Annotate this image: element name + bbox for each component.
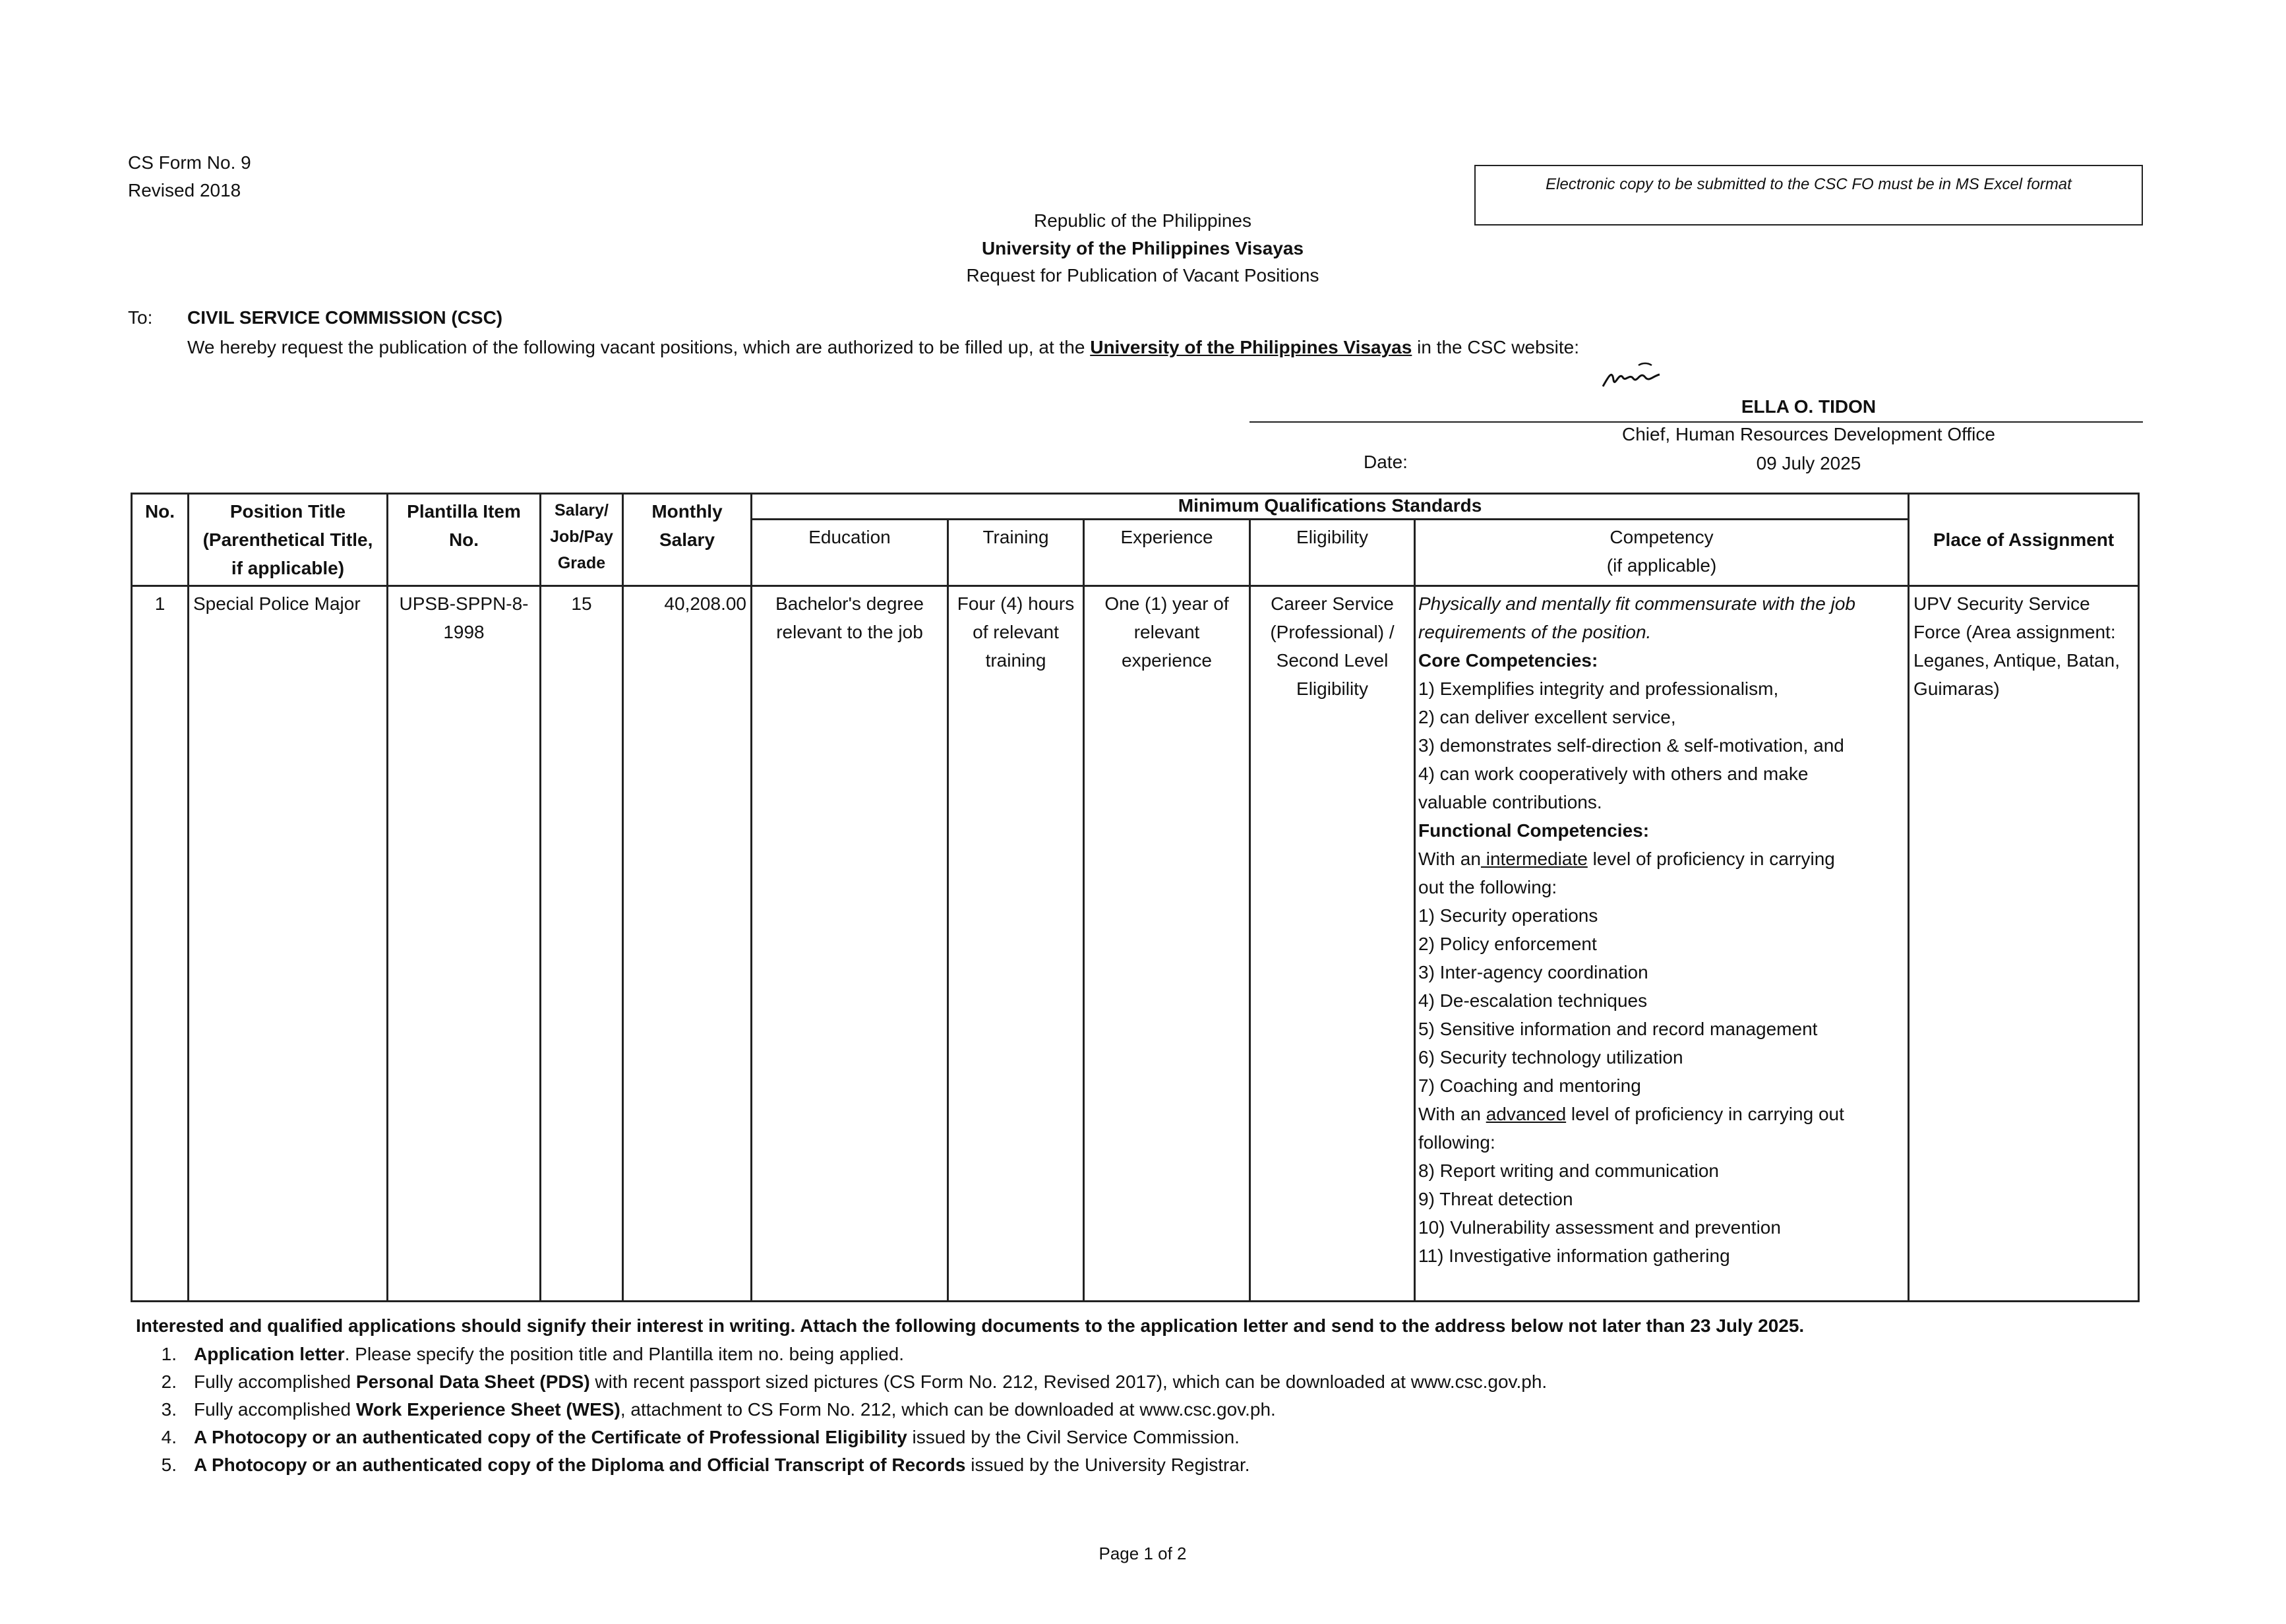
cell-place <box>1909 586 2139 1302</box>
functional-competency-11: 11) Investigative information gathering <box>1418 1246 1730 1266</box>
requirement-2-bold: Personal Data Sheet (PDS) <box>355 1371 590 1392</box>
col-header-position-sub2: if applicable) <box>231 558 345 578</box>
cell-education-2: relevant to the job <box>776 622 923 642</box>
cell-experience-2: relevant <box>1133 622 1200 642</box>
date-value: 09 July 2025 <box>1756 453 1861 473</box>
signatory-title: Chief, Human Resources Development Office <box>1622 424 1995 444</box>
requirement-3-pre: Fully accomplished <box>194 1399 356 1420</box>
col-header-education <box>752 519 948 586</box>
electronic-copy-note <box>1474 165 2143 226</box>
col-header-monthly <box>623 494 752 586</box>
col-header-grade-3: Grade <box>557 554 606 572</box>
electronic-copy-note-text: Electronic copy to be submitted to the CSC FO must be in MS Excel format <box>1546 175 2072 193</box>
functional-competency-10: 10) Vulnerability assessment and prevention <box>1418 1217 1781 1238</box>
col-header-position <box>189 494 388 586</box>
functional-competency-9: 9) Threat detection <box>1418 1189 1573 1209</box>
requirement-1 <box>136 1340 904 1368</box>
intermediate-before: With an <box>1418 849 1481 869</box>
cell-eligibility-3: Second Level <box>1276 650 1389 671</box>
core-competency-3: 3) demonstrates self-direction & self-motivation, and <box>1418 735 1844 756</box>
advanced-before: With an <box>1418 1104 1486 1124</box>
requirement-4-rest: issued by the Civil Service Commission. <box>907 1427 1240 1447</box>
requirement-1-rest: . Please specify the position title and Plantilla item no. being applied. <box>344 1344 905 1364</box>
requirement-3-number: 3. <box>161 1399 177 1420</box>
cell-eligibility-2: (Professional) / <box>1270 622 1395 642</box>
core-competency-2: 2) can deliver excellent service, <box>1418 707 1676 727</box>
cell-eligibility <box>1250 586 1415 1302</box>
requirement-1-number: 1. <box>161 1344 177 1364</box>
table-header-row <box>132 494 2139 520</box>
signature-line <box>1249 421 2143 423</box>
intro-after: in the CSC website: <box>1412 337 1579 357</box>
intro-text <box>187 336 1579 359</box>
vacancy-table <box>131 493 2140 1302</box>
col-header-competency <box>1415 519 1909 586</box>
col-header-competency-2: (if applicable) <box>1606 555 1717 576</box>
requirement-5-bold: A Photocopy or an authenticated copy of the Diploma and Official Transcript of Records <box>194 1455 966 1475</box>
cell-training-3: training <box>985 650 1046 671</box>
functional-competency-5: 5) Sensitive information and record management <box>1418 1019 1818 1039</box>
col-header-training <box>948 519 1084 586</box>
functional-competency-1: 1) Security operations <box>1418 905 1598 926</box>
cell-place-3: Leganes, Antique, Batan, <box>1913 650 2120 671</box>
functional-competency-2: 2) Policy enforcement <box>1418 934 1597 954</box>
intro-agency: University of the Philippines Visayas <box>1090 337 1412 357</box>
col-header-plantilla <box>388 494 541 586</box>
cell-education-1: Bachelor's degree <box>775 593 924 614</box>
col-header-training-text: Training <box>982 526 1049 547</box>
page-number: Page 1 of 2 <box>1098 1544 1187 1563</box>
competency-intro-2: requirements of the position. <box>1418 622 1652 642</box>
requirement-5-number: 5. <box>161 1455 177 1475</box>
cell-eligibility-4: Eligibility <box>1296 678 1368 699</box>
advanced-after: level of proficiency in carrying out <box>1566 1104 1844 1124</box>
to-label: To: <box>128 307 153 328</box>
cell-no <box>132 586 189 1302</box>
functional-competency-6: 6) Security technology utilization <box>1418 1047 1683 1068</box>
functional-competency-4: 4) De-escalation techniques <box>1418 990 1648 1011</box>
header-university: University of the Philippines Visayas <box>981 238 1304 258</box>
col-header-position-sub1: (Parenthetical Title, <box>202 529 373 550</box>
intro-before: We hereby request the publication of the following vacant positions, which are authorized to be filled up, at the <box>187 337 1091 357</box>
cell-experience-3: experience <box>1122 650 1212 671</box>
intermediate-word: intermediate <box>1480 849 1588 869</box>
advanced-line-2: following: <box>1418 1132 1495 1153</box>
col-header-experience-text: Experience <box>1120 526 1213 547</box>
col-header-mqs <box>752 494 1909 520</box>
cell-position-text: Special Police Major <box>193 593 361 614</box>
cell-grade <box>541 586 623 1302</box>
core-competency-4a: 4) can work cooperatively with others and make <box>1418 764 1809 784</box>
functional-competency-8: 8) Report writing and communication <box>1418 1160 1719 1181</box>
cell-place-2: Force (Area assignment: <box>1913 622 2116 642</box>
cell-education <box>752 586 948 1302</box>
col-header-position-text: Position Title <box>229 501 346 522</box>
requirement-4-number: 4. <box>161 1427 177 1447</box>
col-header-grade-1: Salary/ <box>554 501 609 520</box>
col-header-no-text: No. <box>144 501 175 522</box>
requirement-4 <box>136 1424 1240 1451</box>
col-header-grade-2: Job/Pay <box>550 527 613 546</box>
cell-plantilla-2: 1998 <box>443 622 485 642</box>
col-header-plantilla-2: No. <box>448 529 479 550</box>
core-competency-1: 1) Exemplifies integrity and professionalism, <box>1418 678 1779 699</box>
cell-training-2: of relevant <box>973 622 1059 642</box>
cell-grade-text: 15 <box>571 593 592 614</box>
cell-plantilla-1: UPSB-SPPN-8- <box>399 593 529 614</box>
col-header-eligibility <box>1250 519 1415 586</box>
col-header-monthly-2: Salary <box>659 529 715 550</box>
cell-training-1: Four (4) hours <box>957 593 1075 614</box>
addressee-name: CIVIL SERVICE COMMISSION (CSC) <box>187 307 503 328</box>
cell-competency <box>1415 586 1909 1302</box>
col-header-competency-1: Competency <box>1609 526 1714 547</box>
col-header-grade <box>541 494 623 586</box>
col-header-place-text: Place of Assignment <box>1933 529 2115 550</box>
col-header-plantilla-1: Plantilla Item <box>407 501 521 522</box>
cell-eligibility-1: Career Service <box>1271 593 1394 614</box>
functional-competency-7: 7) Coaching and mentoring <box>1418 1075 1641 1096</box>
requirement-2-pre: Fully accomplished <box>194 1371 356 1392</box>
core-competencies-title: Core Competencies: <box>1418 650 1598 671</box>
form-revised: Revised 2018 <box>128 180 241 200</box>
col-header-monthly-1: Monthly <box>651 501 723 522</box>
col-header-eligibility-text: Eligibility <box>1296 526 1368 547</box>
requirement-3-rest: , attachment to CS Form No. 212, which can be downloaded at www.csc.gov.ph. <box>620 1399 1276 1420</box>
requirement-2-number: 2. <box>161 1371 177 1392</box>
col-header-experience <box>1084 519 1250 586</box>
col-header-education-text: Education <box>808 526 891 547</box>
cell-salary-text: 40,208.00 <box>664 593 746 614</box>
date-label: Date: <box>1364 452 1408 472</box>
col-header-place <box>1909 494 2139 586</box>
table-row <box>132 586 2139 1302</box>
intermediate-after: level of proficiency in carrying <box>1587 849 1835 869</box>
intermediate-line-2: out the following: <box>1418 877 1557 897</box>
col-header-mqs-text: Minimum Qualifications Standards <box>1178 495 1482 516</box>
cell-plantilla <box>388 586 541 1302</box>
requirement-5-rest: issued by the University Registrar. <box>965 1455 1250 1475</box>
competency-intro-1: Physically and mentally fit commensurate with the job <box>1418 593 1855 614</box>
header-republic: Republic of the Philippines <box>1034 210 1251 231</box>
requirement-3 <box>136 1396 1276 1424</box>
advanced-line <box>1418 1100 1904 1128</box>
cell-training <box>948 586 1084 1302</box>
functional-competencies-title: Functional Competencies: <box>1418 820 1650 841</box>
signature-mark <box>1599 357 1665 394</box>
requirement-2 <box>136 1368 1547 1396</box>
advanced-word: advanced <box>1486 1104 1567 1124</box>
instructions-text: Interested and qualified applications should signify their interest in writing. Attach the following documents to the application letter and send to the address below not later than 23 July 2025. <box>136 1315 1805 1336</box>
cell-experience <box>1084 586 1250 1302</box>
cell-place-1: UPV Security Service <box>1913 593 2090 614</box>
cell-salary <box>623 586 752 1302</box>
requirement-3-bold: Work Experience Sheet (WES) <box>355 1399 620 1420</box>
cell-experience-1: One (1) year of <box>1104 593 1229 614</box>
col-header-no <box>132 494 189 586</box>
signatory-name: ELLA O. TIDON <box>1741 396 1877 417</box>
functional-competency-3: 3) Inter-agency coordination <box>1418 962 1648 982</box>
requirement-4-bold: A Photocopy or an authenticated copy of the Certificate of Professional Eligibility <box>194 1427 907 1447</box>
cell-place-4: Guimaras) <box>1913 678 2000 699</box>
intermediate-line <box>1418 845 1904 873</box>
requirement-1-bold: Application letter <box>194 1344 345 1364</box>
core-competency-4b: valuable contributions. <box>1418 792 1602 812</box>
cell-no-text: 1 <box>154 593 165 614</box>
form-number: CS Form No. 9 <box>128 152 251 173</box>
page-title: Request for Publication of Vacant Positions <box>966 265 1319 286</box>
requirement-2-rest: with recent passport sized pictures (CS Form No. 212, Revised 2017), which can be downloaded at www.csc.gov.ph. <box>589 1371 1548 1392</box>
cell-position <box>189 586 388 1302</box>
requirement-5 <box>136 1451 1250 1479</box>
